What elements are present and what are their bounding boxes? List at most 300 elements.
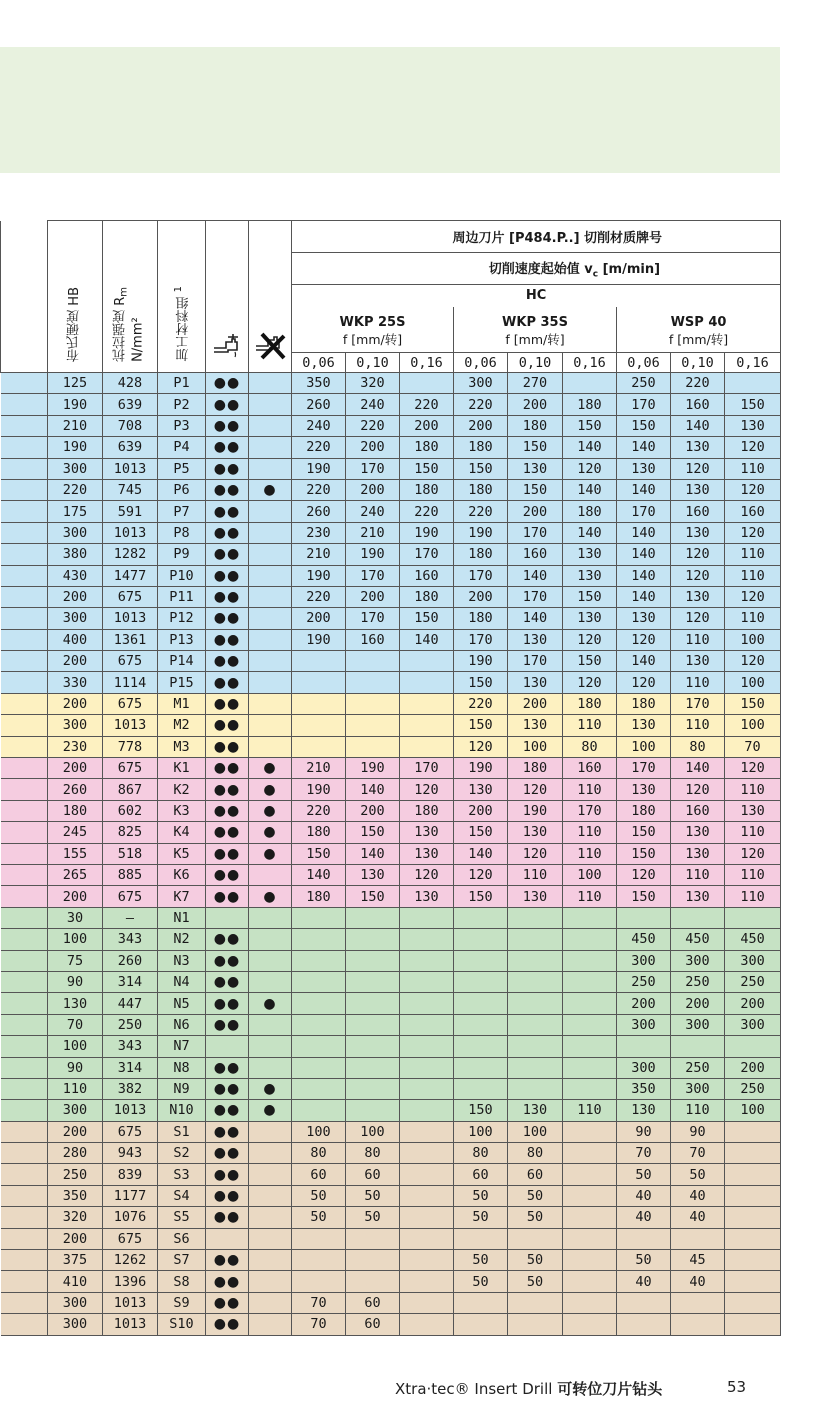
cell-speed <box>346 651 400 672</box>
cell-speed: 150 <box>508 437 563 458</box>
cell-speed <box>346 1228 400 1249</box>
footer-brand: Xtra·tec® Insert Drill <box>395 1380 553 1398</box>
cell-speed: 200 <box>725 1057 781 1078</box>
cell-hb: 300 <box>48 608 103 629</box>
cell-speed <box>346 672 400 693</box>
cell-speed <box>346 1036 400 1057</box>
cell-speed: 100 <box>725 629 781 650</box>
cell-rm: 1396 <box>103 1271 158 1292</box>
cell-speed: 210 <box>346 522 400 543</box>
cell-speed <box>563 950 617 971</box>
cell-speed: 300 <box>671 950 725 971</box>
cell-speed: 70 <box>725 736 781 757</box>
cell-speed: 170 <box>346 565 400 586</box>
row-spacer <box>1 864 48 885</box>
cell-speed: 200 <box>292 608 346 629</box>
table-row <box>1 886 781 907</box>
cell-material: P10 <box>158 565 206 586</box>
cell-speed: 40 <box>617 1185 671 1206</box>
row-spacer <box>1 736 48 757</box>
cell-speed: 150 <box>563 415 617 436</box>
cell-speed: 150 <box>292 843 346 864</box>
table-row <box>1 715 781 736</box>
cell-speed <box>292 1078 346 1099</box>
cell-speed: 130 <box>508 822 563 843</box>
cell-speed: 130 <box>671 437 725 458</box>
cell-coolant: ●● <box>206 1121 249 1142</box>
cell-speed <box>508 907 563 928</box>
table-row <box>1 864 781 885</box>
cell-rm: 675 <box>103 886 158 907</box>
cell-dry: ● <box>249 1100 292 1121</box>
cell-hb: 210 <box>48 415 103 436</box>
cell-dry <box>249 1014 292 1035</box>
cell-speed: 160 <box>400 565 454 586</box>
cell-speed <box>725 1036 781 1057</box>
cell-dry <box>249 1271 292 1292</box>
cell-speed <box>725 1121 781 1142</box>
table-row <box>1 1271 781 1292</box>
cell-speed: 130 <box>508 886 563 907</box>
cell-speed: 120 <box>725 843 781 864</box>
cell-coolant: ●● <box>206 565 249 586</box>
cell-hb: 300 <box>48 1314 103 1335</box>
cell-coolant: ●● <box>206 736 249 757</box>
cell-hb: 200 <box>48 651 103 672</box>
cell-speed <box>346 1250 400 1271</box>
cell-material: M2 <box>158 715 206 736</box>
col-coolant <box>206 221 249 373</box>
cell-hb: 200 <box>48 1228 103 1249</box>
cell-speed <box>400 1078 454 1099</box>
cell-coolant: ●● <box>206 1057 249 1078</box>
row-spacer <box>1 950 48 971</box>
cell-speed <box>617 1292 671 1313</box>
cell-speed <box>454 1292 508 1313</box>
row-spacer <box>1 971 48 992</box>
cell-hb: 200 <box>48 758 103 779</box>
cell-hb: 190 <box>48 437 103 458</box>
cell-dry: ● <box>249 843 292 864</box>
cell-dry <box>249 693 292 714</box>
cell-speed <box>292 715 346 736</box>
cell-hb: 430 <box>48 565 103 586</box>
cell-coolant: ●● <box>206 1207 249 1228</box>
cell-speed <box>292 1100 346 1121</box>
cell-speed <box>454 971 508 992</box>
cell-speed: 150 <box>454 1100 508 1121</box>
cell-speed: 350 <box>292 373 346 394</box>
cell-speed: 200 <box>671 993 725 1014</box>
cell-speed <box>508 950 563 971</box>
cell-speed: 110 <box>725 565 781 586</box>
cell-coolant: ●● <box>206 693 249 714</box>
cell-speed: 150 <box>563 586 617 607</box>
cell-speed: 170 <box>508 586 563 607</box>
cell-dry <box>249 415 292 436</box>
cell-speed: 80 <box>671 736 725 757</box>
feed-header: 0,16 <box>725 353 781 373</box>
cell-speed: 130 <box>617 1100 671 1121</box>
cell-rm: 602 <box>103 800 158 821</box>
cell-speed <box>508 1014 563 1035</box>
table-row <box>1 1250 781 1271</box>
cell-speed: 190 <box>400 522 454 543</box>
cell-speed: 50 <box>508 1185 563 1206</box>
cell-speed <box>454 1314 508 1335</box>
cell-speed <box>346 950 400 971</box>
cell-speed <box>400 1250 454 1271</box>
cell-speed: 180 <box>563 501 617 522</box>
cell-hb: 350 <box>48 1185 103 1206</box>
cell-speed: 120 <box>617 629 671 650</box>
cell-speed: 140 <box>617 522 671 543</box>
table-row <box>1 1014 781 1035</box>
feed-header: 0,06 <box>617 353 671 373</box>
cell-speed: 50 <box>292 1185 346 1206</box>
row-spacer <box>1 1143 48 1164</box>
cell-speed <box>725 1292 781 1313</box>
cell-material: P11 <box>158 586 206 607</box>
cell-coolant: ●● <box>206 1143 249 1164</box>
table-row <box>1 479 781 500</box>
cell-speed: 160 <box>725 501 781 522</box>
cell-speed: 140 <box>400 629 454 650</box>
row-spacer <box>1 437 48 458</box>
cell-material: K6 <box>158 864 206 885</box>
cell-speed: 200 <box>346 437 400 458</box>
cell-dry <box>249 1164 292 1185</box>
cell-rm: 675 <box>103 1121 158 1142</box>
cell-speed <box>671 1314 725 1335</box>
cell-rm: 675 <box>103 758 158 779</box>
cell-speed <box>671 1228 725 1249</box>
cell-speed: 100 <box>563 864 617 885</box>
row-spacer <box>1 1228 48 1249</box>
cell-speed: 130 <box>508 715 563 736</box>
cell-speed: 140 <box>508 608 563 629</box>
cell-speed <box>454 993 508 1014</box>
cell-speed <box>346 693 400 714</box>
cell-speed: 450 <box>725 929 781 950</box>
row-spacer <box>1 1100 48 1121</box>
cell-hb: 330 <box>48 672 103 693</box>
cell-speed: 190 <box>292 458 346 479</box>
table-row <box>1 971 781 992</box>
cell-speed: 170 <box>617 758 671 779</box>
cell-speed: 100 <box>617 736 671 757</box>
footer-subtitle: 可转位刀片钻头 <box>557 1380 663 1398</box>
cell-rm: 1013 <box>103 458 158 479</box>
cell-hb: 375 <box>48 1250 103 1271</box>
cell-coolant: ●● <box>206 1185 249 1206</box>
cell-coolant: ●● <box>206 1250 249 1271</box>
cell-dry <box>249 437 292 458</box>
cell-dry: ● <box>249 1078 292 1099</box>
cell-speed: 180 <box>400 586 454 607</box>
cell-speed: 110 <box>725 608 781 629</box>
cell-speed <box>346 907 400 928</box>
cell-speed: 300 <box>671 1078 725 1099</box>
cell-speed: 100 <box>508 736 563 757</box>
cell-rm: 943 <box>103 1143 158 1164</box>
cell-speed <box>454 1014 508 1035</box>
row-spacer <box>1 1036 48 1057</box>
cell-speed: 50 <box>346 1185 400 1206</box>
cell-material: P3 <box>158 415 206 436</box>
cell-speed: 200 <box>346 479 400 500</box>
cell-speed: 150 <box>400 608 454 629</box>
cell-speed <box>400 1314 454 1335</box>
cell-speed: 150 <box>617 843 671 864</box>
cell-speed <box>671 1036 725 1057</box>
cell-speed: 50 <box>508 1271 563 1292</box>
row-spacer <box>1 651 48 672</box>
cell-speed: 220 <box>454 394 508 415</box>
cell-hb: 410 <box>48 1271 103 1292</box>
cell-rm: 1013 <box>103 715 158 736</box>
cell-speed: 90 <box>617 1121 671 1142</box>
table-row <box>1 950 781 971</box>
cell-speed: 120 <box>671 544 725 565</box>
cell-speed <box>346 715 400 736</box>
cell-speed: 200 <box>454 800 508 821</box>
cell-speed: 250 <box>617 971 671 992</box>
cell-speed: 80 <box>292 1143 346 1164</box>
cell-speed: 150 <box>617 415 671 436</box>
cell-speed: 170 <box>563 800 617 821</box>
cell-speed: 210 <box>292 544 346 565</box>
cell-speed <box>563 1143 617 1164</box>
row-spacer <box>1 501 48 522</box>
cell-speed: 300 <box>725 950 781 971</box>
cell-hb: 320 <box>48 1207 103 1228</box>
cell-speed: 110 <box>725 544 781 565</box>
row-spacer <box>1 565 48 586</box>
cell-speed: 70 <box>292 1314 346 1335</box>
cell-speed: 170 <box>508 522 563 543</box>
cell-speed <box>346 929 400 950</box>
cell-speed: 120 <box>671 565 725 586</box>
cell-speed <box>508 1228 563 1249</box>
cell-material: S9 <box>158 1292 206 1313</box>
cell-speed: 110 <box>563 715 617 736</box>
cell-speed <box>400 1121 454 1142</box>
cell-speed <box>292 929 346 950</box>
cell-speed: 50 <box>508 1250 563 1271</box>
cell-dry <box>249 736 292 757</box>
cell-speed: 170 <box>617 394 671 415</box>
cell-speed: 140 <box>508 565 563 586</box>
cell-speed: 140 <box>563 437 617 458</box>
cell-speed: 130 <box>671 843 725 864</box>
cell-coolant <box>206 1228 249 1249</box>
row-spacer <box>1 758 48 779</box>
row-spacer <box>1 544 48 565</box>
cell-dry: ● <box>249 758 292 779</box>
row-spacer <box>1 1057 48 1078</box>
cell-speed: 150 <box>400 458 454 479</box>
table-row <box>1 1164 781 1185</box>
cell-speed: 260 <box>292 394 346 415</box>
cell-speed: 120 <box>725 586 781 607</box>
cell-speed: 200 <box>508 501 563 522</box>
table-row <box>1 1100 781 1121</box>
cell-hb: 90 <box>48 971 103 992</box>
cell-speed: 120 <box>617 672 671 693</box>
cell-speed <box>563 1271 617 1292</box>
cell-speed <box>508 971 563 992</box>
cell-hb: 220 <box>48 479 103 500</box>
cell-coolant: ●● <box>206 458 249 479</box>
cell-speed: 220 <box>346 415 400 436</box>
cell-speed: 130 <box>563 608 617 629</box>
cell-speed: 120 <box>671 779 725 800</box>
cell-speed: 130 <box>617 715 671 736</box>
cell-material: N1 <box>158 907 206 928</box>
cell-speed: 220 <box>292 437 346 458</box>
cell-speed: 120 <box>454 864 508 885</box>
cell-speed: 130 <box>671 522 725 543</box>
cell-speed: 180 <box>508 415 563 436</box>
grade-wkp35s: WKP 35S f [mm/转] <box>454 307 617 353</box>
row-spacer <box>1 479 48 500</box>
cell-speed: 300 <box>617 1014 671 1035</box>
cell-speed: 130 <box>671 886 725 907</box>
cell-speed <box>400 1164 454 1185</box>
cell-speed <box>292 1271 346 1292</box>
table-row <box>1 929 781 950</box>
cell-dry: ● <box>249 993 292 1014</box>
cell-speed: 200 <box>346 586 400 607</box>
cell-speed: 170 <box>671 693 725 714</box>
cell-speed <box>292 1057 346 1078</box>
cell-hb: 130 <box>48 993 103 1014</box>
coolant-off-icon <box>254 328 286 360</box>
cell-speed <box>346 971 400 992</box>
cell-hb: 280 <box>48 1143 103 1164</box>
cell-speed <box>563 1250 617 1271</box>
cell-speed <box>454 1036 508 1057</box>
cell-speed <box>292 736 346 757</box>
cell-rm: 639 <box>103 394 158 415</box>
cell-rm: 639 <box>103 437 158 458</box>
cell-material: S10 <box>158 1314 206 1335</box>
cell-speed: 180 <box>508 758 563 779</box>
col-material-group: 加工材料组 $^1$ <box>158 221 206 373</box>
cell-speed: 120 <box>725 437 781 458</box>
cell-material: P9 <box>158 544 206 565</box>
cell-speed: 180 <box>563 693 617 714</box>
cell-speed <box>725 1207 781 1228</box>
cell-hb: 70 <box>48 1014 103 1035</box>
cell-speed: 300 <box>617 950 671 971</box>
cell-speed: 130 <box>671 479 725 500</box>
cell-speed: 130 <box>671 651 725 672</box>
cell-material: N2 <box>158 929 206 950</box>
cell-dry <box>249 907 292 928</box>
cell-speed <box>400 1014 454 1035</box>
row-spacer <box>1 1014 48 1035</box>
cell-speed: 120 <box>400 779 454 800</box>
cell-speed <box>563 1164 617 1185</box>
cell-speed: 450 <box>671 929 725 950</box>
cell-rm: 428 <box>103 373 158 394</box>
cell-speed: 40 <box>617 1271 671 1292</box>
cell-material: K2 <box>158 779 206 800</box>
cell-speed: 130 <box>563 565 617 586</box>
cell-dry <box>249 1314 292 1335</box>
cell-speed <box>508 1057 563 1078</box>
grade-wsp40: WSP 40 f [mm/转] <box>617 307 781 353</box>
table-row <box>1 907 781 928</box>
cell-speed: 190 <box>346 544 400 565</box>
cell-rm: 1282 <box>103 544 158 565</box>
cell-speed: 190 <box>292 629 346 650</box>
cell-speed <box>346 1014 400 1035</box>
cell-speed <box>400 971 454 992</box>
cell-material: N4 <box>158 971 206 992</box>
cell-rm: 343 <box>103 1036 158 1057</box>
cell-rm: 885 <box>103 864 158 885</box>
cell-speed: 120 <box>671 458 725 479</box>
cell-speed <box>563 1057 617 1078</box>
feed-header: 0,10 <box>671 353 725 373</box>
row-spacer <box>1 415 48 436</box>
cell-dry: ● <box>249 886 292 907</box>
feed-header: 0,16 <box>563 353 617 373</box>
cell-hb: 380 <box>48 544 103 565</box>
cell-speed: 100 <box>725 1100 781 1121</box>
cell-speed: 110 <box>563 779 617 800</box>
cell-material: P8 <box>158 522 206 543</box>
cell-dry <box>249 950 292 971</box>
cell-hb: 200 <box>48 586 103 607</box>
cell-speed: 180 <box>292 822 346 843</box>
cell-hb: 400 <box>48 629 103 650</box>
cell-rm: 1013 <box>103 1100 158 1121</box>
cell-hb: 175 <box>48 501 103 522</box>
cell-speed: 200 <box>617 993 671 1014</box>
table-row <box>1 522 781 543</box>
cell-speed <box>563 1014 617 1035</box>
cell-speed <box>400 950 454 971</box>
cell-speed <box>617 1228 671 1249</box>
cell-speed: 80 <box>563 736 617 757</box>
cell-speed: 170 <box>454 629 508 650</box>
cell-speed: 70 <box>671 1143 725 1164</box>
row-spacer <box>1 1271 48 1292</box>
cell-rm: 1013 <box>103 522 158 543</box>
cell-dry: ● <box>249 822 292 843</box>
cell-speed: 140 <box>454 843 508 864</box>
cell-hb: 110 <box>48 1078 103 1099</box>
cell-material: P13 <box>158 629 206 650</box>
table-row <box>1 1143 781 1164</box>
cell-speed: 60 <box>346 1164 400 1185</box>
cell-dry <box>249 971 292 992</box>
cell-coolant: ●● <box>206 993 249 1014</box>
cell-coolant: ●● <box>206 843 249 864</box>
feed-header: 0,10 <box>508 353 563 373</box>
cell-material: S5 <box>158 1207 206 1228</box>
cell-speed <box>292 1250 346 1271</box>
cell-speed: 120 <box>617 864 671 885</box>
feed-header: 0,10 <box>346 353 400 373</box>
cell-speed: 140 <box>346 779 400 800</box>
cell-speed <box>617 1314 671 1335</box>
cell-speed <box>346 993 400 1014</box>
